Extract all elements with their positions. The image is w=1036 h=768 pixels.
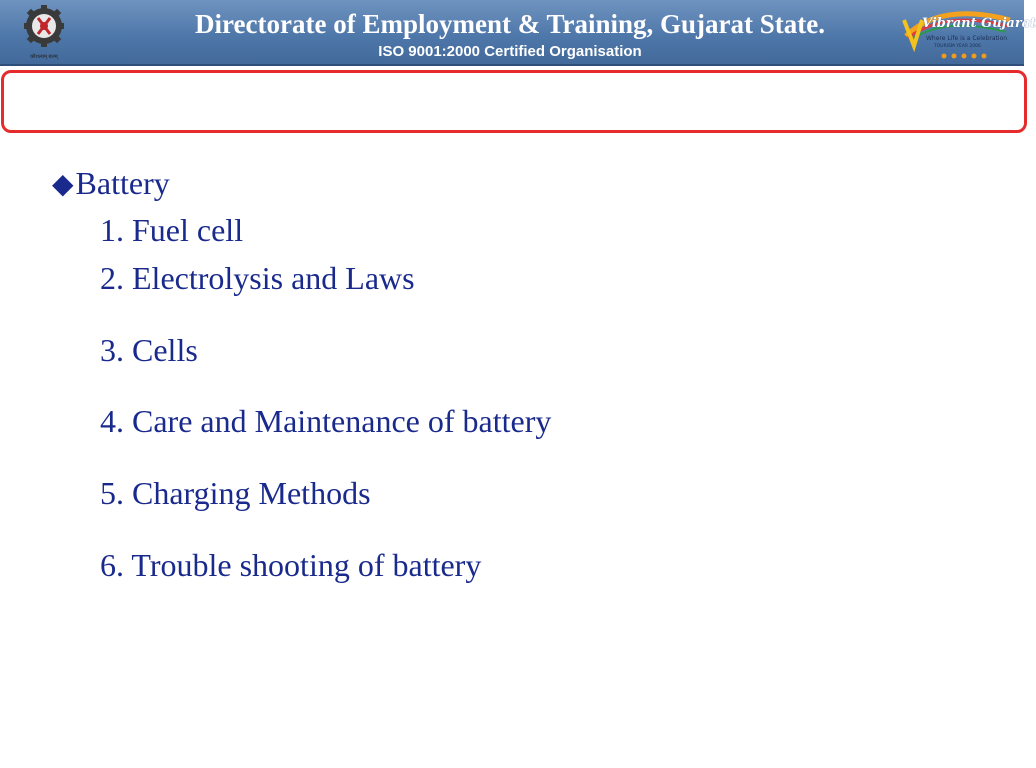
list-item: 5. Charging Methods xyxy=(100,475,371,511)
header-banner xyxy=(0,0,1036,66)
page-subtitle: ISO 9001:2000 Certified Organisation xyxy=(378,43,642,60)
list-item: 3. Cells xyxy=(100,332,198,368)
bullet-heading xyxy=(52,163,170,204)
list-item: 6. Trouble shooting of battery xyxy=(100,547,482,583)
vibrant-gujarat-swoosh-icon xyxy=(900,6,1016,62)
vibrant-gujarat-logo xyxy=(900,6,1036,62)
diamond-bullet-icon: ◆ xyxy=(52,167,74,200)
gear-emblem-icon xyxy=(24,4,64,54)
list-item: 2. Electrolysis and Laws xyxy=(100,260,415,296)
list-item: 4. Care and Maintenance of battery xyxy=(100,403,552,439)
vibrant-gujarat-subtext: TOURISM YEAR 2006 xyxy=(934,44,981,49)
vibrant-gujarat-name: Vibrant Gujarat xyxy=(922,16,1036,31)
list-item: 1. Fuel cell xyxy=(100,212,244,248)
slide-title-box xyxy=(1,70,1027,133)
emblem-logo xyxy=(24,4,64,62)
slide-content xyxy=(52,163,552,583)
vibrant-gujarat-tagline: Where Life is a Celebration xyxy=(926,35,1008,42)
emblem-caption: कौशल्यम् बलम् xyxy=(30,54,58,60)
page-title: Directorate of Employment & Training, Gujarat State. xyxy=(195,9,825,39)
bullet-heading-text: Battery xyxy=(75,165,170,201)
